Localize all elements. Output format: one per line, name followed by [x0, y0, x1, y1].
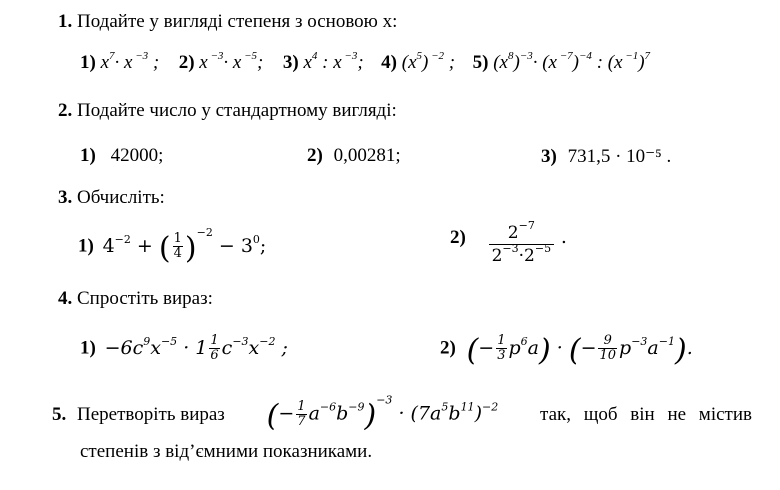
item-label: 3) — [282, 52, 299, 73]
expression: x $^{-3}$· x $^{-5}$; — [199, 50, 264, 73]
item-label: 1) — [78, 235, 94, 257]
task-3-item-2 — [450, 219, 567, 267]
task-5-line-1 — [52, 393, 752, 434]
task-4-item-2 — [440, 332, 693, 368]
item-label: 1) — [80, 52, 96, 73]
expression: (− $\frac{1}{3}$ $p^6a$) · (− $\frac{9}{10}$ $p^{-3}a^{-1}$). — [466, 332, 693, 368]
item-value: 0,00281; — [333, 145, 401, 166]
expression: $(x^8)^{-3}\cdot (x$ $^{-7}$)$^{-4}$ : (x $^{-1}$)$^7$ — [493, 50, 651, 73]
task-4-title: Спростіть вираз: — [77, 288, 213, 309]
expression: (− $\frac{1}{7}$ $a^{-6}b^{-9})^{-3} \cdot (7a^5b^{11})^{-2}$ — [266, 393, 499, 434]
expression: $-6c^9x^{-5} \cdot 1$ $\frac{1}{6}$ $c^{-3}x^{-2}$ ; — [104, 333, 288, 363]
item-label: 2) — [440, 337, 456, 359]
task-3-number: 3. — [58, 187, 73, 208]
expression-end: . — [560, 225, 567, 248]
task-3-heading — [58, 187, 165, 209]
task-5-text-after: так, щоб він не містив — [540, 403, 752, 425]
task-2-heading — [58, 100, 397, 122]
item-label: 4) — [381, 52, 397, 73]
task-1-heading — [58, 11, 397, 33]
expression: $4^{-2}$ + ( $\frac{1}{4}$ )$^{-2} - 3^0$; — [102, 225, 267, 266]
task-3-title: Обчисліть: — [77, 187, 165, 208]
task-5-number: 5. — [52, 403, 67, 425]
expression: $x^7\cdot x$ $^{-3}$ ; — [100, 50, 160, 73]
task-4-number: 4. — [58, 288, 73, 309]
task-2-number: 2. — [58, 100, 73, 121]
item-value: 731,5 · 10⁻⁵ . — [567, 146, 672, 167]
task-2-title: Подайте число у стандартному вигляді: — [77, 100, 397, 121]
item-label: 2) — [450, 226, 466, 248]
expression: $x^4$ : x $^{-3}$; — [303, 50, 364, 73]
task-5-line-2: степенів з від’ємними показниками. — [80, 441, 373, 462]
task-2-item-2 — [307, 145, 401, 167]
item-label: 2) — [307, 145, 323, 166]
item-label: 5) — [472, 52, 489, 73]
task-1-items — [80, 52, 650, 74]
item-label: 1) — [80, 337, 96, 359]
task-3-item-1 — [78, 225, 267, 266]
task-4-item-1 — [80, 334, 288, 363]
task-4-heading — [58, 288, 213, 310]
item-label: 1) — [80, 145, 96, 166]
expression: $\frac{2^{-7}}{2^{-3}\cdot 2^{-5}}$ — [489, 222, 555, 267]
expression: $(x^5)$ $^{-2}$ ; — [401, 50, 456, 73]
task-1-title: Подайте у вигляді степеня з основою х: — [77, 11, 398, 32]
task-1-number: 1. — [58, 11, 73, 32]
task-2-item-1 — [80, 145, 163, 167]
task-5-text-before: Перетворіть вираз — [77, 403, 225, 425]
item-label: 2) — [178, 52, 195, 73]
task-2-item-3 — [541, 145, 671, 168]
item-value: 42000; — [110, 145, 164, 166]
item-label: 3) — [541, 146, 557, 167]
